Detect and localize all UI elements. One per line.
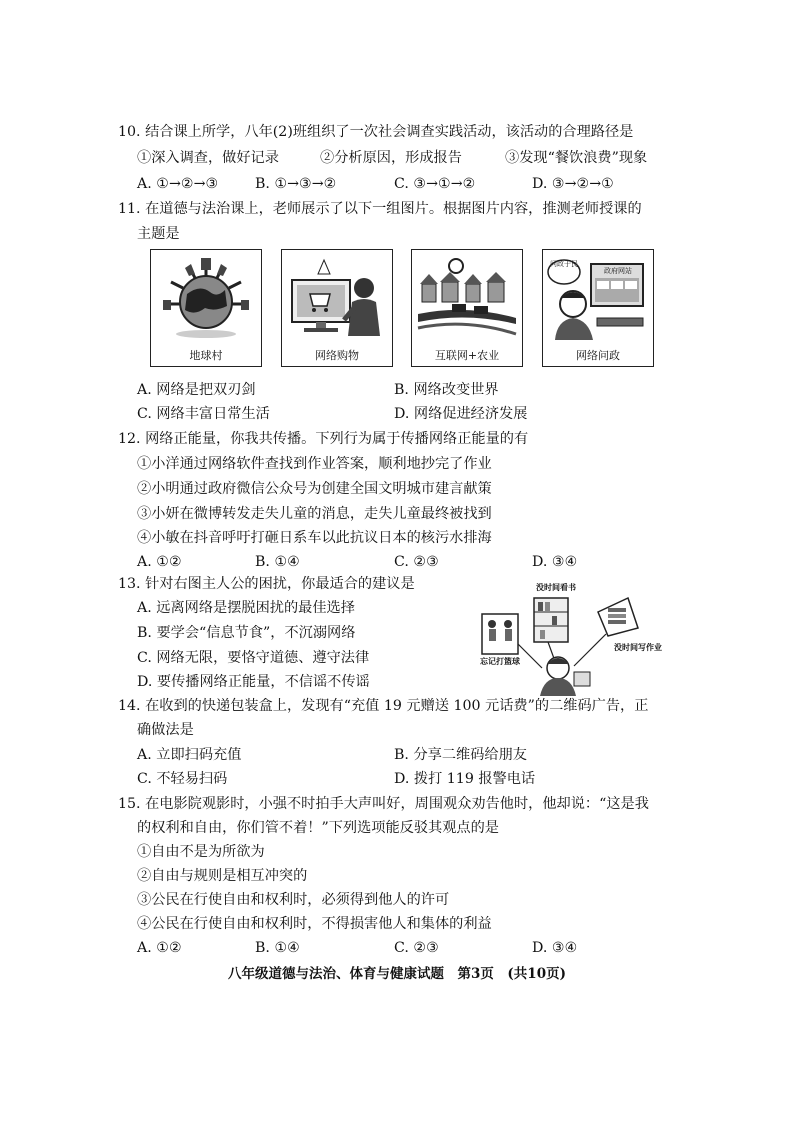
q15-option-d[interactable]: D. ③④ [532, 940, 578, 956]
q15-option-a[interactable]: A. ①② [137, 940, 182, 956]
q12-option-d[interactable]: D. ③④ [532, 554, 578, 570]
q15-item-4: ④公民在行使自由和权利时，不得损害他人和集体的利益 [137, 916, 492, 932]
q12-option-c[interactable]: C. ②③ [394, 554, 439, 570]
picture-online-governance [542, 249, 654, 367]
q11-stem-line2: 主题是 [137, 226, 180, 242]
q15-stem-line1: 15. 在电影院观影时，小强不时拍手大声叫好，周围观众劝告他时，他却说：“这是我 [118, 796, 649, 812]
screen-text: 政府网站 [604, 267, 632, 275]
q13-option-c[interactable]: C. 网络无限，要恪守道德、遵守法律 [137, 650, 370, 666]
q14-stem-line2: 确做法是 [137, 722, 194, 738]
q15-item-2: ②自由与规则是相互冲突的 [137, 868, 308, 884]
q14-option-b[interactable]: B. 分享二维码给朋友 [394, 747, 527, 763]
q13-illustration [478, 572, 688, 698]
bubble-forgot-basketball: 忘记打篮球 [480, 656, 520, 666]
q11-option-c[interactable]: C. 网络丰富日常生活 [137, 406, 270, 422]
troubled-student-icon [478, 572, 688, 698]
q14-option-c[interactable]: C. 不轻易扫码 [137, 771, 228, 787]
q11-option-b[interactable]: B. 网络改变世界 [394, 382, 499, 398]
q14-option-d[interactable]: D. 拨打 119 报警电话 [394, 771, 536, 787]
q10-item-3: ③发现“餐饮浪费”现象 [505, 150, 648, 166]
page-footer: 八年级道德与法治、体育与健康试题 第3页 (共10页) [228, 966, 566, 982]
globe-icon [155, 254, 257, 342]
q15-item-1: ①自由不是为所欲为 [137, 844, 265, 860]
q12-item-4: ④小敏在抖音呼吁打砸日系车以此抗议日本的核污水排海 [137, 530, 492, 546]
picture-caption: 网络购物 [315, 349, 359, 362]
q12-item-3: ③小妍在微博转发走失儿童的消息，走失儿童最终被找到 [137, 506, 492, 522]
bubble-no-time-reading: 没时间看书 [536, 582, 576, 592]
picture-caption: 互联网+农业 [434, 349, 500, 362]
q12-option-a[interactable]: A. ①② [137, 554, 182, 570]
q10-option-a[interactable]: A. ①→②→③ [137, 176, 219, 192]
q10-option-d[interactable]: D. ③→②→① [532, 176, 614, 192]
picture-caption: 网络问政 [576, 349, 620, 362]
picture-online-shopping [281, 249, 393, 367]
q10-item-2: ②分析原因，形成报告 [320, 150, 462, 166]
q15-option-b[interactable]: B. ①④ [255, 940, 300, 956]
picture-internet-agriculture [411, 249, 523, 367]
q12-option-b[interactable]: B. ①④ [255, 554, 300, 570]
q15-item-3: ③公民在行使自由和权利时，必须得到他人的许可 [137, 892, 450, 908]
farm-road-icon [416, 254, 518, 342]
q12-item-2: ②小明通过政府微信公众号为创建全国文明城市建言献策 [137, 481, 492, 497]
q12-stem: 12. 网络正能量，你我共传播。下列行为属于传播网络正能量的有 [118, 431, 529, 447]
picture-global-village [150, 249, 262, 367]
q10-stem: 10. 结合课上所学，八年(2)班组织了一次社会调查实践活动，该活动的合理路径是 [118, 124, 634, 140]
q15-option-c[interactable]: C. ②③ [394, 940, 439, 956]
q13-stem: 13. 针对右图主人公的困扰，你最适合的建议是 [118, 576, 415, 592]
q12-item-1: ①小洋通过网络软件查找到作业答案，顺利地抄完了作业 [137, 456, 492, 472]
q11-stem-line1: 11. 在道德与法治课上，老师展示了以下一组图片。根据图片内容，推测老师授课的 [118, 201, 642, 217]
computer-shopping-icon [286, 254, 388, 342]
q13-option-b[interactable]: B. 要学会“信息节食”，不沉溺网络 [137, 625, 356, 641]
q10-item-1: ①深入调查，做好记录 [137, 150, 279, 166]
bubble-text: 问政于民 [550, 260, 578, 268]
q15-stem-line2: 的权利和自由，你们管不着！”下列选项能反驳其观点的是 [137, 820, 499, 836]
picture-caption: 地球村 [189, 349, 223, 362]
q14-stem-line1: 14. 在收到的快递包装盒上，发现有“充值 19 元赠送 100 元话费”的二维码广告，正 [118, 698, 649, 714]
q11-option-d[interactable]: D. 网络促进经济发展 [394, 406, 528, 422]
q13-option-a[interactable]: A. 远离网络是摆脱困扰的最佳选择 [137, 600, 355, 616]
q13-option-d[interactable]: D. 要传播网络正能量，不信谣不传谣 [137, 674, 370, 690]
bubble-no-time-homework: 没时间写作业 [614, 642, 662, 652]
q10-option-c[interactable]: C. ③→①→② [394, 176, 476, 192]
q10-option-b[interactable]: B. ①→③→② [255, 176, 337, 192]
q14-option-a[interactable]: A. 立即扫码充值 [137, 747, 242, 763]
q11-option-a[interactable]: A. 网络是把双刃剑 [137, 382, 256, 398]
